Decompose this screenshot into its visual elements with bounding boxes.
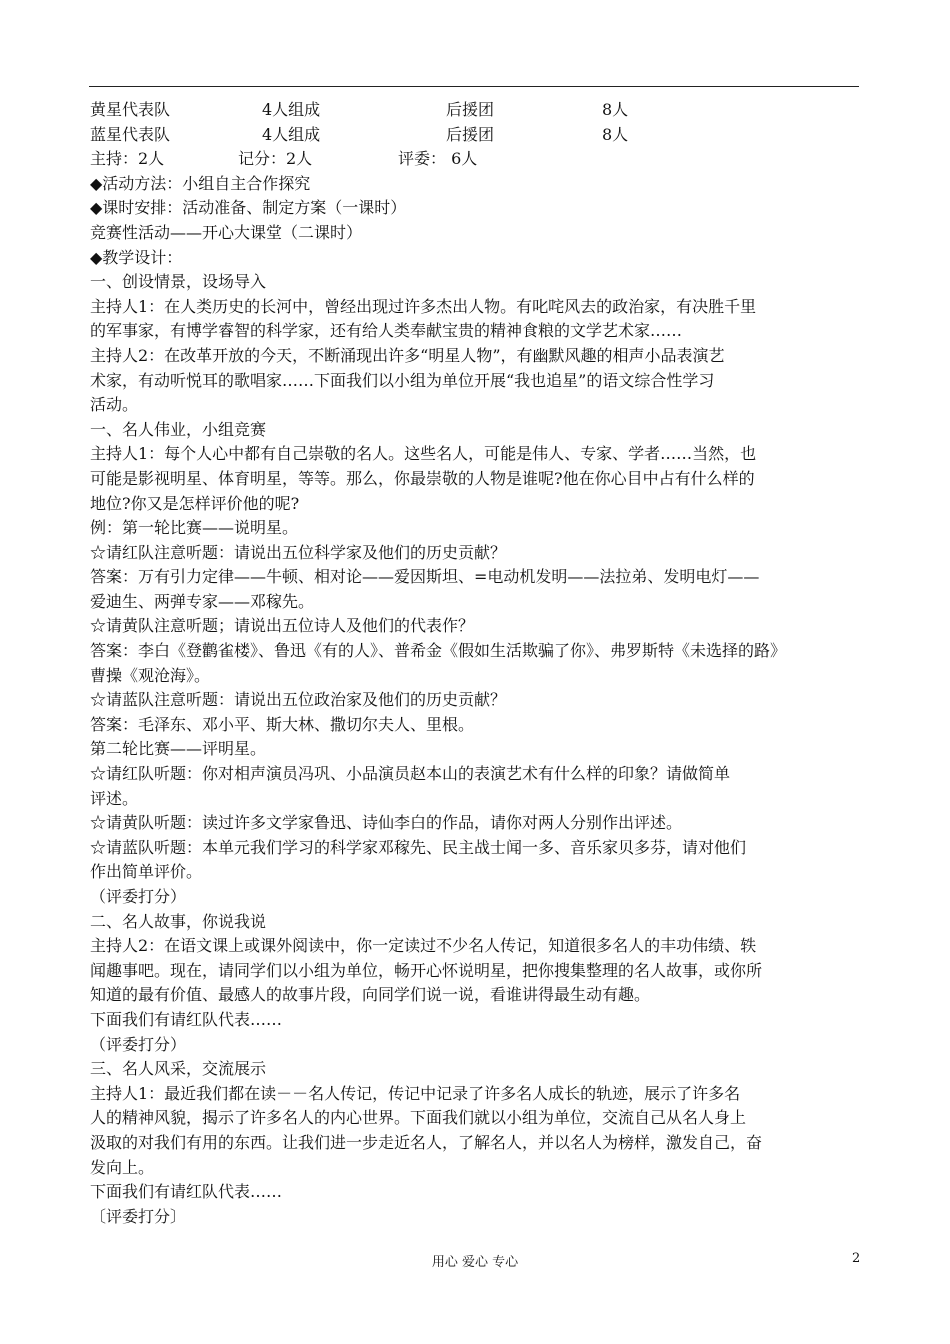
text-line: 地位?你又是怎样评价他的呢? [90,493,300,513]
text-line: 一、名人伟业，小组竞赛 [90,419,267,439]
host-count: 主持：2人 [90,149,165,169]
text-line: 知道的最有价值、最感人的故事片段，向同学们说一说，看谁讲得最生动有趣。 [90,985,651,1005]
text-line: 主持人2：在语文课上或课外阅读中，你一定读过不少名人传记，知道很多名人的丰功伟绩、轶 [90,936,757,956]
team-row [90,98,860,123]
team-size: 4人组成 [262,124,321,144]
support-label: 后援团 [446,100,495,119]
text-line: 作出简单评价。 [90,862,203,882]
paragraph-lines [90,172,860,1230]
text-line: 曹操《观沧海》。 [90,665,211,685]
text-line: ☆请黄队注意听题；请说出五位诗人及他们的代表作？ [90,616,475,636]
text-line: 人的精神风貌，揭示了许多名人的内心世界。下面我们就以小组为单位，交流自己从名人身上 [90,1108,747,1128]
text-line: 主持人1：在人类历史的长河中，曾经出现过许多杰出人物。有叱咤风去的政治家，有决胜千里 [90,296,757,316]
text-line: 活动。 [90,395,139,415]
scorer-count: 记分：2人 [238,149,313,169]
judges-count: 评委： 6人 [398,149,478,169]
footer-motto: 用心 爱心 专心 [431,1255,519,1270]
support-size: 8人 [602,100,629,119]
text-line: 主持人1：最近我们都在读－－名人传记，传记中记录了许多名人成长的轨迹，展示了许多名 [90,1083,741,1103]
text-line: 例：第一轮比赛——说明星。 [90,518,299,538]
team-row [90,123,860,148]
text-line: ◆教学设计： [90,247,183,267]
text-line: 汲取的对我们有用的东西。让我们进一步走近名人，了解名人，并以名人为榜样，激发自己，奋 [90,1132,763,1152]
text-line: 发向上。 [90,1157,155,1177]
text-line: ◆课时安排：活动准备、制定方案（一课时） [90,198,407,218]
text-line: ☆请蓝队注意听题：请说出五位政治家及他们的历史贡献？ [90,690,507,710]
text-line: 答案：毛泽东、邓小平、斯大林、撒切尔夫人、里根。 [90,714,475,734]
page-footer [0,1251,950,1271]
text-line: 术家，有动听悦耳的歌唱家……下面我们以小组为单位开展“我也追星”的语文综合性学习 [90,370,715,390]
text-line: ☆请蓝队听题：本单元我们学习的科学家邓稼先、民主战士闻一多、音乐家贝多芬，请对他们 [90,837,747,857]
page-number: 2 [852,1251,861,1266]
text-line: ☆请红队听题：你对相声演员冯巩、小品演员赵本山的表演艺术有什么样的印象？请做简单 [90,764,731,784]
text-line: ☆请红队注意听题：请说出五位科学家及他们的历史贡献？ [90,542,507,562]
text-line: 的军事家，有博学睿智的科学家，还有给人类奉献宝贵的精神食粮的文学艺术家…… [90,321,683,341]
text-line: （评委打分） [90,1034,187,1054]
text-line: 答案：李白《登鹳雀楼》、鲁迅《有的人》、普希金《假如生活欺骗了你》、弗罗斯特《未选择的路》 [90,641,787,661]
text-line: 第二轮比赛——评明星。 [90,739,267,759]
text-line: 答案：万有引力定律——牛顿、相对论——爱因斯坦、=电动机发明——法拉弟、发明电灯—— [90,567,760,587]
header-rule [89,86,859,87]
roles-row [90,147,860,172]
team-size: 4人组成 [262,100,321,119]
text-line: 主持人1：每个人心中都有自己崇敬的名人。这些名人，可能是伟人、专家、学者……当然，也 [90,444,757,464]
text-line: ◆活动方法：小组自主合作探究 [90,173,311,193]
text-line: 闻趣事吧。现在，请同学们以小组为单位，畅开心怀说明星，把你搜集整理的名人故事，或你所 [90,960,763,980]
text-line: 一、创设情景，设场导入 [90,272,267,292]
document-body [90,98,860,1229]
text-line: 三、名人风采，交流展示 [90,1059,267,1079]
text-line: 评述。 [90,788,139,808]
text-line: 下面我们有请红队代表…… [90,1182,283,1202]
text-line: （评委打分） [90,887,187,906]
text-line: 可能是影视明星、体育明星，等等。那么，你最崇敬的人物是谁呢?他在你心目中占有什么样的 [90,468,755,488]
text-line: 下面我们有请红队代表…… [90,1009,283,1029]
text-line: 竞赛性活动——开心大课堂（二课时） [90,222,363,242]
support-label: 后援团 [446,124,495,144]
text-line: ☆请黄队听题：读过许多文学家鲁迅、诗仙李白的作品，请你对两人分别作出评述。 [90,813,683,833]
text-line: 二、名人故事，你说我说 [90,911,267,931]
support-size: 8人 [602,124,629,144]
text-line: 爱迪生、两弹专家——邓稼先。 [90,591,315,611]
text-line: 主持人2：在改革开放的今天，不断涌现出许多“明星人物”，有幽默风趣的相声小品表演艺 [90,345,725,365]
text-line: 〔评委打分〕 [90,1206,187,1226]
team-name: 黄星代表队 [90,100,171,119]
team-name: 蓝星代表队 [90,124,171,144]
